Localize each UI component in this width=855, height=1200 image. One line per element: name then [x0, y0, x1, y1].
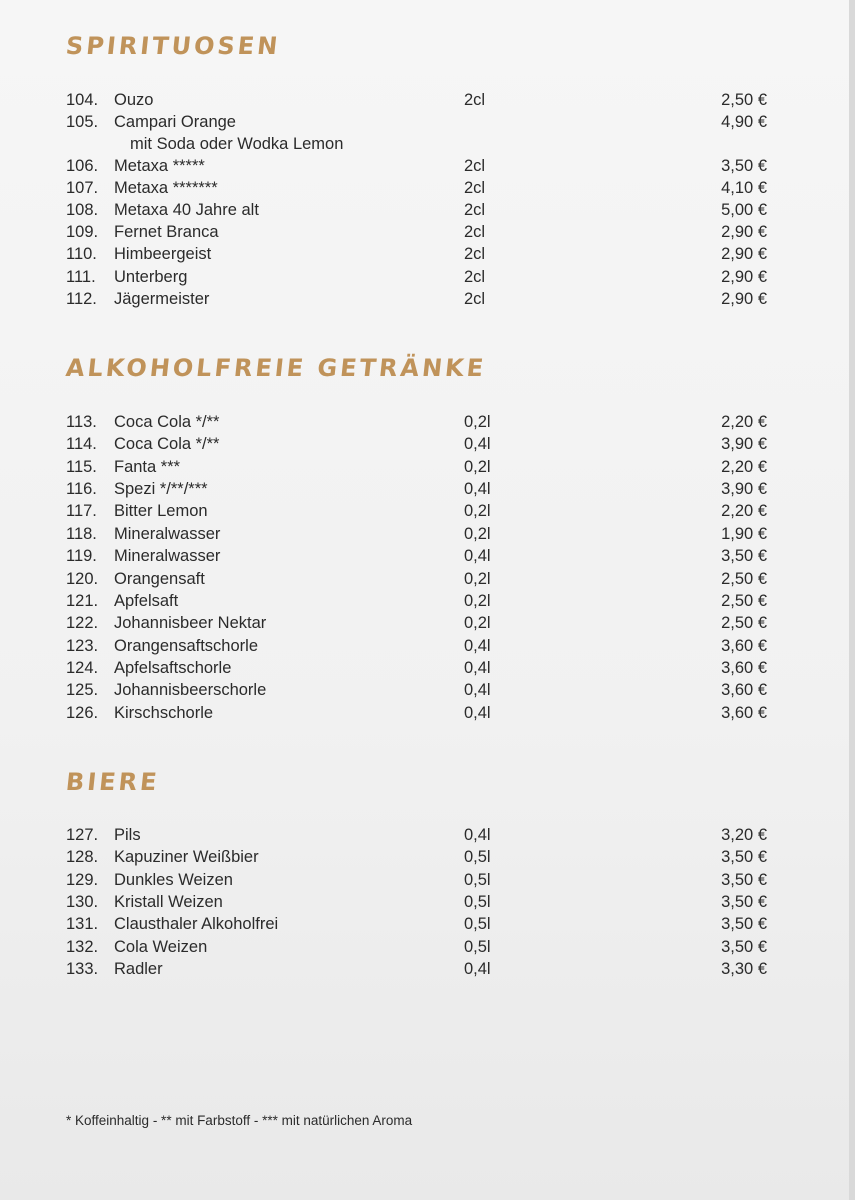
item-number: 127. — [66, 826, 99, 844]
item-name: Orangensaft — [114, 570, 205, 588]
item-volume: 0,4l — [464, 547, 491, 565]
item-name: Metaxa ******* — [114, 179, 218, 197]
item-price: 3,60 € — [721, 704, 767, 722]
item-volume: 2cl — [464, 201, 486, 219]
menu-item — [0, 91, 849, 113]
menu-item — [0, 826, 849, 848]
menu-item — [0, 223, 849, 245]
item-number: 111. — [66, 268, 96, 286]
item-volume: 0,2l — [464, 614, 491, 632]
item-number: 124. — [66, 659, 99, 677]
item-price: 2,50 € — [721, 592, 767, 610]
item-price: 4,10 € — [721, 179, 767, 197]
item-price: 3,50 € — [721, 915, 767, 933]
menu-item — [0, 637, 849, 659]
item-name: Johannisbeerschorle — [114, 681, 267, 699]
item-name: Kapuziner Weißbier — [114, 848, 259, 866]
item-price: 5,00 € — [721, 201, 767, 219]
item-volume: 0,4l — [464, 704, 491, 722]
menu-item — [0, 547, 849, 569]
item-number: 104. — [66, 91, 99, 109]
menu-item — [0, 871, 849, 893]
item-volume: 0,5l — [464, 915, 491, 933]
section-title-alkoholfrei: ALKOHOLFREIE GETRÄNKE — [64, 354, 488, 382]
item-price: 2,50 € — [721, 91, 767, 109]
item-subtext: mit Soda oder Wodka Lemon — [130, 135, 344, 153]
item-volume: 2cl — [464, 179, 486, 197]
item-price: 3,50 € — [721, 848, 767, 866]
item-number: 110. — [66, 245, 97, 263]
menu-item — [0, 201, 849, 223]
item-price: 2,50 € — [721, 614, 767, 632]
menu-item — [0, 458, 849, 480]
item-price: 3,60 € — [721, 637, 767, 655]
item-volume: 2cl — [464, 268, 486, 286]
item-number: 122. — [66, 614, 99, 632]
item-volume: 0,2l — [464, 413, 491, 431]
item-number: 123. — [66, 637, 99, 655]
menu-item — [0, 480, 849, 502]
item-volume: 0,4l — [464, 960, 491, 978]
item-name: Unterberg — [114, 268, 188, 286]
item-price: 2,90 € — [721, 245, 767, 263]
item-name: Pils — [114, 826, 141, 844]
item-price: 2,20 € — [721, 502, 767, 520]
menu-item — [0, 157, 849, 179]
item-number: 121. — [66, 592, 99, 610]
item-number: 109. — [66, 223, 99, 241]
menu-item — [0, 681, 849, 703]
item-name: Fanta *** — [114, 458, 181, 476]
item-volume: 0,2l — [464, 502, 491, 520]
menu-item — [0, 848, 849, 870]
item-name: Dunkles Weizen — [114, 871, 233, 889]
section-title-biere: BIERE — [64, 768, 161, 796]
item-price: 3,90 € — [721, 480, 767, 498]
item-name: Spezi */**/*** — [114, 480, 208, 498]
menu-item — [0, 113, 849, 135]
item-volume: 0,2l — [464, 570, 491, 588]
item-price: 3,50 € — [721, 938, 767, 956]
item-volume: 2cl — [464, 290, 486, 308]
item-price: 2,20 € — [721, 458, 767, 476]
item-name: Jägermeister — [114, 290, 210, 308]
item-price: 2,90 € — [721, 290, 767, 308]
item-price: 3,50 € — [721, 547, 767, 565]
menu-item — [0, 915, 849, 937]
menu-item — [0, 413, 849, 435]
item-price: 1,90 € — [721, 525, 767, 543]
item-price: 3,20 € — [721, 826, 767, 844]
menu-item — [0, 893, 849, 915]
menu-item — [0, 704, 849, 726]
item-name: Apfelsaftschorle — [114, 659, 232, 677]
item-volume: 0,2l — [464, 592, 491, 610]
menu-item — [0, 960, 849, 982]
menu-item — [0, 435, 849, 457]
item-price: 3,90 € — [721, 435, 767, 453]
item-name: Metaxa ***** — [114, 157, 205, 175]
item-number: 133. — [66, 960, 99, 978]
item-volume: 0,5l — [464, 938, 491, 956]
item-price: 3,60 € — [721, 659, 767, 677]
item-name: Coca Cola */** — [114, 413, 220, 431]
section-title-spirituosen: SPIRITUOSEN — [64, 32, 282, 60]
item-volume: 0,2l — [464, 525, 491, 543]
item-number: 128. — [66, 848, 99, 866]
menu-item — [0, 179, 849, 201]
item-number: 115. — [66, 458, 97, 476]
item-number: 116. — [66, 480, 97, 498]
item-number: 132. — [66, 938, 99, 956]
item-price: 2,90 € — [721, 223, 767, 241]
item-price: 3,50 € — [721, 157, 767, 175]
item-volume: 0,4l — [464, 659, 491, 677]
item-number: 107. — [66, 179, 99, 197]
menu-item — [0, 592, 849, 614]
item-price: 2,50 € — [721, 570, 767, 588]
item-name: Coca Cola */** — [114, 435, 220, 453]
item-number: 114. — [66, 435, 97, 453]
item-price: 3,60 € — [721, 681, 767, 699]
menu-item — [0, 502, 849, 524]
item-number: 125. — [66, 681, 99, 699]
item-number: 118. — [66, 525, 97, 543]
item-volume: 2cl — [464, 91, 486, 109]
item-number: 129. — [66, 871, 99, 889]
item-name: Metaxa 40 Jahre alt — [114, 201, 259, 219]
item-volume: 0,5l — [464, 893, 491, 911]
item-volume: 0,2l — [464, 458, 491, 476]
menu-item — [0, 268, 849, 290]
item-volume: 0,4l — [464, 826, 491, 844]
item-number: 112. — [66, 290, 97, 308]
item-name: Orangensaftschorle — [114, 637, 258, 655]
item-name: Fernet Branca — [114, 223, 219, 241]
item-number: 108. — [66, 201, 99, 219]
item-number: 106. — [66, 157, 99, 175]
item-name: Himbeergeist — [114, 245, 212, 263]
item-price: 3,30 € — [721, 960, 767, 978]
item-name: Mineralwasser — [114, 547, 221, 565]
item-name: Cola Weizen — [114, 938, 208, 956]
menu-item — [0, 659, 849, 681]
menu-item — [0, 938, 849, 960]
item-number: 130. — [66, 893, 99, 911]
menu-item — [0, 614, 849, 636]
item-price: 4,90 € — [721, 113, 767, 131]
item-number: 120. — [66, 570, 99, 588]
item-volume: 2cl — [464, 223, 486, 241]
menu-item — [0, 570, 849, 592]
item-name: Johannisbeer Nektar — [114, 614, 267, 632]
item-number: 119. — [66, 547, 97, 565]
item-name: Ouzo — [114, 91, 154, 109]
item-number: 105. — [66, 113, 99, 131]
menu-item — [0, 245, 849, 267]
item-volume: 0,4l — [464, 435, 491, 453]
item-volume: 0,5l — [464, 871, 491, 889]
item-number: 131. — [66, 915, 99, 933]
item-price: 3,50 € — [721, 893, 767, 911]
item-price: 3,50 € — [721, 871, 767, 889]
item-volume: 0,5l — [464, 848, 491, 866]
item-name: Apfelsaft — [114, 592, 179, 610]
item-name: Bitter Lemon — [114, 502, 208, 520]
item-name: Mineralwasser — [114, 525, 221, 543]
item-volume: 2cl — [464, 245, 486, 263]
item-volume: 0,4l — [464, 637, 491, 655]
item-volume: 0,4l — [464, 480, 491, 498]
item-name: Radler — [114, 960, 163, 978]
item-name: Kristall Weizen — [114, 893, 223, 911]
menu-item — [0, 525, 849, 547]
item-number: 117. — [66, 502, 97, 520]
item-number: 126. — [66, 704, 99, 722]
item-volume: 0,4l — [464, 681, 491, 699]
item-name: Campari Orange — [114, 113, 236, 131]
menu-item — [0, 290, 849, 312]
footnote: * Koffeinhaltig - ** mit Farbstoff - *** mit natürlichen Aroma — [66, 1113, 413, 1128]
item-price: 2,90 € — [721, 268, 767, 286]
item-name: Kirschschorle — [114, 704, 214, 722]
item-number: 113. — [66, 413, 97, 431]
item-price: 2,20 € — [721, 413, 767, 431]
item-volume: 2cl — [464, 157, 486, 175]
item-name: Clausthaler Alkoholfrei — [114, 915, 279, 933]
